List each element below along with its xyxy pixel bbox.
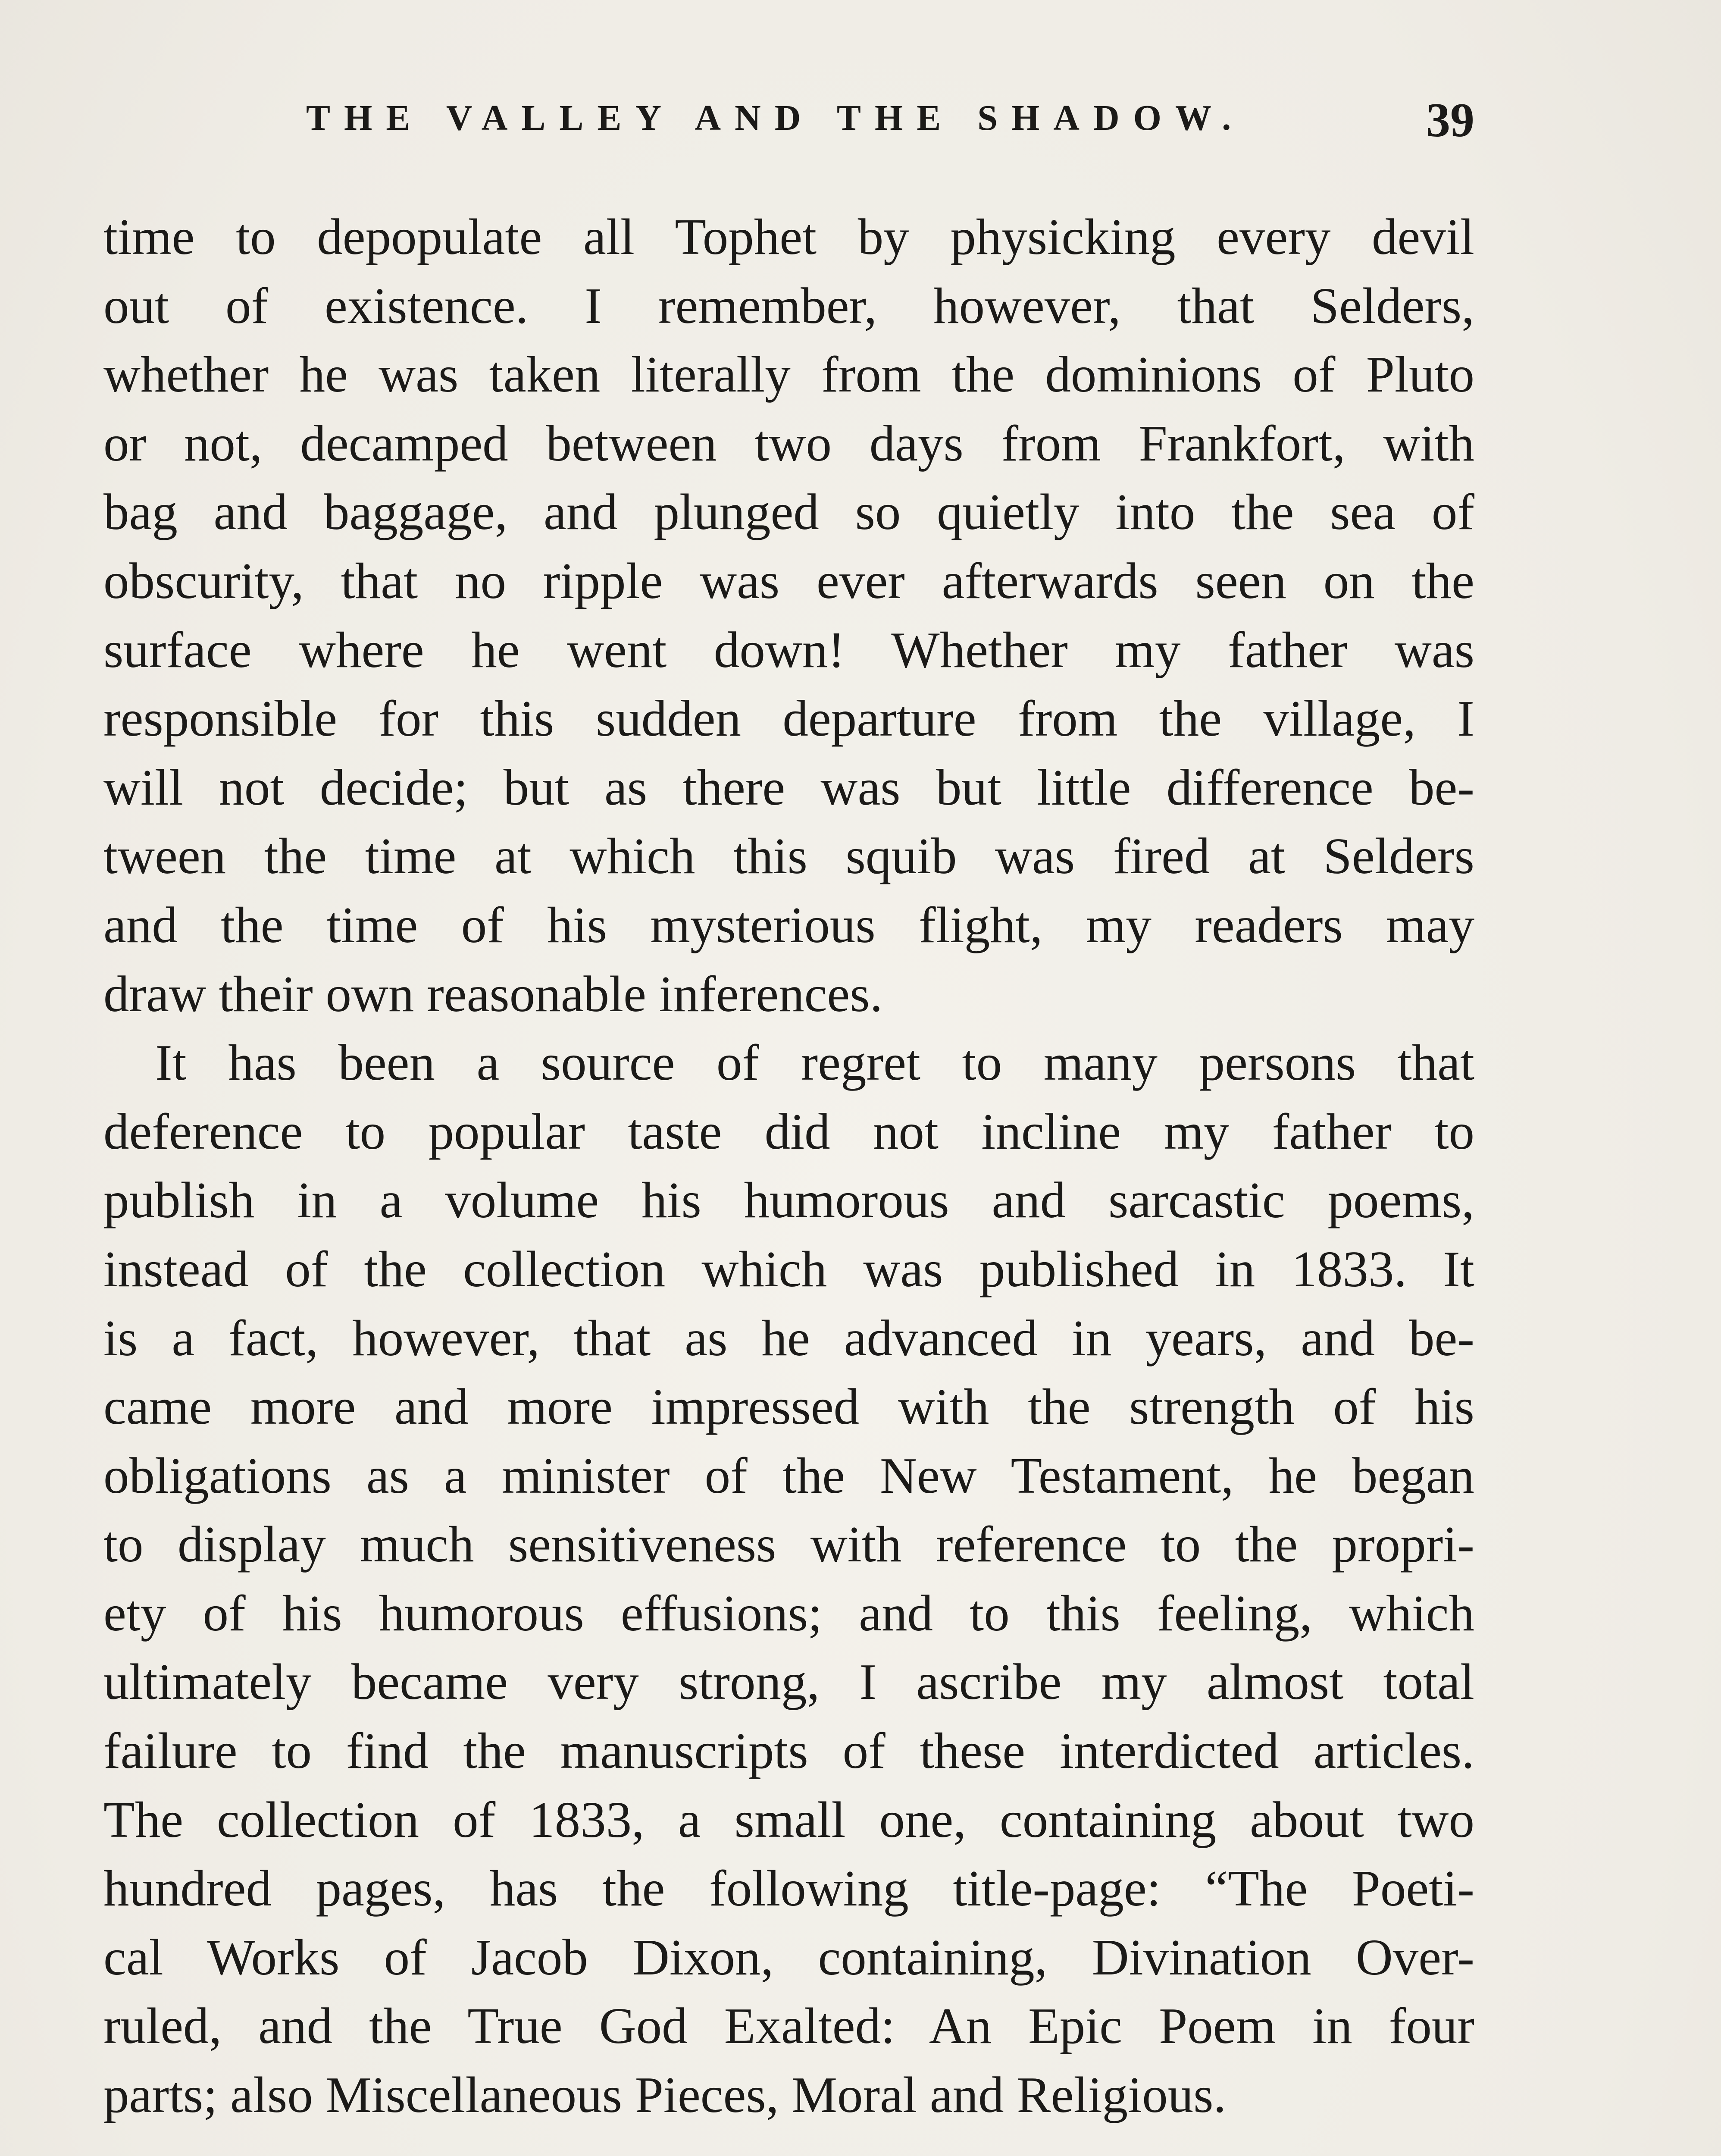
text-line: The collection of 1833, a small one, containing about two bbox=[103, 1791, 1474, 1848]
text-line: responsible for this sudden departure from the village, I bbox=[103, 690, 1474, 747]
text-line: hundred pages, has the following title-page: “The Poeti- bbox=[103, 1860, 1474, 1917]
page-number: 39 bbox=[1426, 94, 1474, 147]
body-text bbox=[103, 203, 1474, 2130]
text-line: will not decide; but as there was but little difference be- bbox=[103, 758, 1474, 816]
text-line: is a fact, however, that as he advanced in years, and be- bbox=[103, 1309, 1474, 1366]
text-line: out of existence. I remember, however, that Selders, bbox=[103, 277, 1474, 334]
text-line: draw their own reasonable inferences. bbox=[103, 965, 883, 1022]
paragraph-1 bbox=[103, 203, 1474, 1028]
text-line: and the time of his mysterious flight, my readers may bbox=[103, 896, 1474, 953]
text-line: obligations as a minister of the New Testament, he began bbox=[103, 1447, 1474, 1504]
text-line: ety of his humorous effusions; and to this feeling, which bbox=[103, 1584, 1474, 1642]
running-head: THE VALLEY AND THE SHADOW. bbox=[306, 98, 1245, 138]
text-line: bag and baggage, and plunged so quietly into the sea of bbox=[103, 483, 1474, 541]
page-header bbox=[103, 93, 1474, 147]
text-line: obscurity, that no ripple was ever afterwards seen on the bbox=[103, 552, 1474, 609]
text-line: It has been a source of regret to many persons that bbox=[155, 1034, 1474, 1091]
text-line: publish in a volume his humorous and sarcastic poems, bbox=[103, 1172, 1474, 1229]
text-line: surface where he went down! Whether my father was bbox=[103, 621, 1474, 678]
text-line: whether he was taken literally from the dominions of Pluto bbox=[103, 346, 1474, 403]
text-line: failure to find the manuscripts of these interdicted articles. bbox=[103, 1722, 1474, 1780]
text-line: deference to popular taste did not incline my father to bbox=[103, 1103, 1474, 1160]
text-line: ultimately became very strong, I ascribe my almost total bbox=[103, 1653, 1474, 1711]
text-line: time to depopulate all Tophet by physicking every devil bbox=[103, 208, 1474, 265]
text-line: to display much sensitiveness with reference to the propri- bbox=[103, 1516, 1474, 1573]
text-line: ruled, and the True God Exalted: An Epic Poem in four bbox=[103, 1997, 1474, 2055]
text-line: parts; also Miscellaneous Pieces, Moral and Religious. bbox=[103, 2066, 1227, 2124]
text-line: instead of the collection which was published in 1833. It bbox=[103, 1240, 1474, 1297]
text-line: came more and more impressed with the strength of his bbox=[103, 1378, 1474, 1435]
paragraph-2 bbox=[103, 1028, 1474, 2130]
text-line: or not, decamped between two days from Frankfort, with bbox=[103, 414, 1474, 472]
text-line: tween the time at which this squib was fired at Selders bbox=[103, 827, 1474, 885]
text-line: cal Works of Jacob Dixon, containing, Divination Over- bbox=[103, 1928, 1474, 1986]
